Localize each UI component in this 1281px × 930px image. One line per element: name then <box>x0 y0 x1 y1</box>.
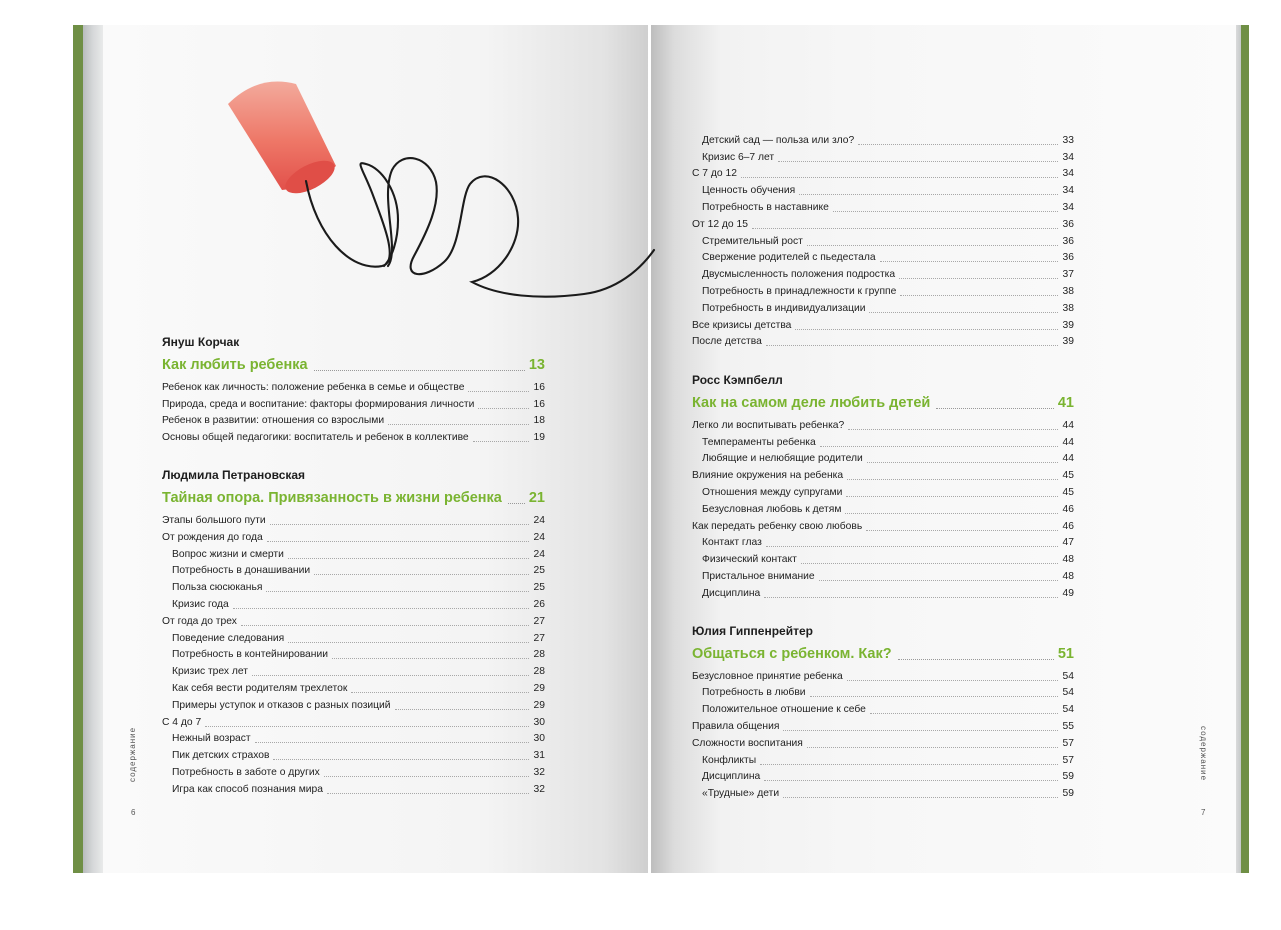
toc-entry <box>692 181 1074 198</box>
toc-entry-title: Примеры уступок и отказов с разных позиций <box>172 699 391 711</box>
toc-entry <box>692 215 1074 232</box>
paper-cup-icon <box>228 82 340 200</box>
toc-entry <box>162 412 545 429</box>
toc-entry <box>692 517 1074 534</box>
toc-entry-page-number: 38 <box>1062 302 1074 314</box>
toc-entry <box>692 198 1074 215</box>
toc-entry-page-number: 57 <box>1062 737 1074 749</box>
toc-entry-title: Ребенок в развитии: отношения со взрослыми <box>162 415 385 427</box>
dot-leader <box>473 441 529 442</box>
toc-entry <box>162 780 545 797</box>
toc-entry-title: Детский сад — польза или зло? <box>702 134 855 146</box>
toc-entry-page-number: 30 <box>533 716 545 728</box>
toc-entry-title: Все кризисы детства <box>692 319 792 331</box>
toc-entry <box>162 428 545 445</box>
toc-entry-page-number: 34 <box>1062 185 1074 197</box>
toc-entry-title: Нежный возраст <box>172 733 251 745</box>
toc-entry-title: С 7 до 12 <box>692 168 737 180</box>
toc-entry-page-number: 28 <box>533 666 545 678</box>
toc-section <box>162 334 545 445</box>
toc-entry-page-number: 54 <box>1062 704 1074 716</box>
toc-entry-title: Потребность в индивидуализации <box>702 302 866 314</box>
toc-entry-page-number: 36 <box>1062 235 1074 247</box>
toc-entry-page-number: 48 <box>1062 570 1074 582</box>
toc-entry-page-number: 46 <box>1062 503 1074 515</box>
toc-entry-page-number: 27 <box>533 615 545 627</box>
toc-entry <box>692 567 1074 584</box>
toc-entry-title: Потребность в контейнировании <box>172 649 328 661</box>
toc-entry-title: Дисциплина <box>702 587 761 599</box>
toc-section <box>162 467 545 797</box>
dot-leader <box>783 797 1058 798</box>
toc-entry <box>162 662 545 679</box>
toc-entry <box>692 249 1074 266</box>
toc-entry-page-number: 16 <box>533 398 545 410</box>
section-book-title <box>162 487 545 508</box>
toc-entry-page-number: 34 <box>1062 201 1074 213</box>
dot-leader <box>314 574 529 575</box>
toc-entry-page-number: 57 <box>1062 754 1074 766</box>
toc-entry <box>162 679 545 696</box>
toc-entry-page-number: 36 <box>1062 252 1074 264</box>
toc-entry-title: После детства <box>692 336 762 348</box>
toc-entry-title: Положительное отношение к себе <box>702 704 866 716</box>
left-page-toc <box>162 334 545 797</box>
dot-leader <box>869 312 1058 313</box>
toc-entry-title: Как себя вести родителям трехлеток <box>172 682 348 694</box>
toc-entry-page-number: 39 <box>1062 319 1074 331</box>
toc-entry-title: С 4 до 7 <box>162 716 202 728</box>
toc-entry-title: Пристальное внимание <box>702 570 815 582</box>
toc-entry-page-number: 44 <box>1062 436 1074 448</box>
toc-entry-page-number: 30 <box>533 733 545 745</box>
toc-entry <box>692 131 1074 148</box>
dot-leader <box>766 546 1058 547</box>
toc-entry <box>162 629 545 646</box>
toc-entry-title: От 12 до 15 <box>692 218 748 230</box>
toc-entry <box>162 545 545 562</box>
dot-leader <box>801 563 1058 564</box>
toc-entry-title: Легко ли воспитывать ребенка? <box>692 419 845 431</box>
toc-entry-title: Дисциплина <box>702 771 761 783</box>
dot-leader <box>870 713 1058 714</box>
dot-leader <box>866 530 1058 531</box>
dot-leader <box>820 446 1058 447</box>
toc-entry-title: Кризис трех лет <box>172 666 249 678</box>
dot-leader <box>847 680 1058 681</box>
toc-entry-page-number: 29 <box>533 699 545 711</box>
toc-entry-page-number: 32 <box>533 766 545 778</box>
book-title-page-number: 41 <box>1057 395 1074 411</box>
dot-leader <box>847 479 1058 480</box>
dot-leader <box>846 496 1058 497</box>
dot-leader <box>468 391 529 392</box>
toc-entry-page-number: 39 <box>1062 336 1074 348</box>
toc-entry <box>692 550 1074 567</box>
toc-entry-page-number: 37 <box>1062 269 1074 281</box>
section-book-title <box>692 392 1074 413</box>
right-page-toc <box>692 372 1074 801</box>
toc-entry <box>162 528 545 545</box>
toc-entry-page-number: 33 <box>1062 134 1074 146</box>
toc-entry <box>692 483 1074 500</box>
running-head-left: содержание <box>128 726 137 782</box>
toc-entry-page-number: 48 <box>1062 554 1074 566</box>
toc-entry-page-number: 36 <box>1062 218 1074 230</box>
toc-entry-title: Любящие и нелюбящие родители <box>702 453 863 465</box>
toc-entry-title: Отношения между супругами <box>702 486 843 498</box>
dot-leader <box>508 503 525 504</box>
toc-entry-title: Двусмысленность положения подростка <box>702 269 896 281</box>
toc-entry-title: Ребенок как личность: положение ребенка в семье и обществе <box>162 381 465 393</box>
dot-leader <box>807 747 1058 748</box>
toc-entry-page-number: 59 <box>1062 771 1074 783</box>
toc-entry-title: «Трудные» дети <box>702 788 780 800</box>
section-author: Росс Кэмпбелл <box>692 373 783 387</box>
toc-entry <box>162 763 545 780</box>
dot-leader <box>327 793 529 794</box>
toc-entry <box>692 265 1074 282</box>
toc-entry-page-number: 24 <box>533 548 545 560</box>
dot-leader <box>899 278 1058 279</box>
dot-leader <box>388 424 529 425</box>
toc-entry <box>692 584 1074 601</box>
toc-entry <box>692 500 1074 517</box>
toc-entry-title: Темпераменты ребенка <box>702 436 816 448</box>
dot-leader <box>848 429 1058 430</box>
dot-leader <box>233 608 529 609</box>
toc-entry <box>692 717 1074 734</box>
toc-entry <box>692 684 1074 701</box>
dot-leader <box>752 228 1058 229</box>
toc-entry-page-number: 16 <box>533 381 545 393</box>
book-title-text: Как на самом деле любить детей <box>692 395 931 411</box>
toc-entry <box>692 416 1074 433</box>
toc-entry-title: Безусловное принятие ребенка <box>692 670 843 682</box>
toc-entry-title: Кризис 6–7 лет <box>702 151 775 163</box>
dot-leader <box>288 558 529 559</box>
toc-section <box>692 623 1074 801</box>
toc-entry-page-number: 47 <box>1062 537 1074 549</box>
toc-entry-title: Потребность в принадлежности к группе <box>702 285 897 297</box>
toc-entry-title: Игра как способ познания мира <box>172 783 323 795</box>
toc-entry <box>162 395 545 412</box>
toc-entry <box>692 433 1074 450</box>
section-author: Януш Корчак <box>162 335 240 349</box>
toc-entry <box>692 148 1074 165</box>
toc-entry <box>692 282 1074 299</box>
toc-entry <box>692 316 1074 333</box>
toc-entry <box>692 700 1074 717</box>
toc-entry-title: Конфликты <box>702 754 757 766</box>
book-title-page-number: 51 <box>1057 645 1074 662</box>
toc-entry-page-number: 44 <box>1062 419 1074 431</box>
toc-entry <box>162 612 545 629</box>
toc-entry-page-number: 27 <box>533 632 545 644</box>
dot-leader <box>880 261 1058 262</box>
toc-entry-page-number: 45 <box>1062 486 1074 498</box>
dot-leader <box>900 295 1058 296</box>
toc-entry <box>162 646 545 663</box>
toc-entry-page-number: 34 <box>1062 168 1074 180</box>
toc-entry <box>162 578 545 595</box>
dot-leader <box>760 764 1058 765</box>
dot-leader <box>936 408 1054 409</box>
toc-entry-page-number: 32 <box>533 783 545 795</box>
toc-entry <box>692 165 1074 182</box>
dot-leader <box>241 625 529 626</box>
running-head-right: содержание <box>1199 726 1208 782</box>
dot-leader <box>807 245 1058 246</box>
toc-entry-page-number: 31 <box>533 750 545 762</box>
toc-entry-title: Потребность в заботе о других <box>172 766 320 778</box>
toc-entry-title: От рождения до года <box>162 531 263 543</box>
toc-entry-title: Правила общения <box>692 720 780 732</box>
toc-entry-page-number: 34 <box>1062 151 1074 163</box>
dot-leader <box>795 329 1058 330</box>
toc-entry <box>162 730 545 747</box>
dot-leader <box>351 692 529 693</box>
toc-entry <box>692 299 1074 316</box>
toc-entry-title: Влияние окружения на ребенка <box>692 470 844 482</box>
toc-entry-title: Как передать ребенку свою любовь <box>692 520 863 532</box>
toc-entry-page-number: 59 <box>1062 788 1074 800</box>
toc-entry <box>692 466 1074 483</box>
dot-leader <box>255 742 529 743</box>
toc-entry-title: Вопрос жизни и смерти <box>172 548 284 560</box>
dot-leader <box>267 541 529 542</box>
dot-leader <box>819 580 1058 581</box>
dot-leader <box>858 144 1058 145</box>
toc-entry-title: От года до трех <box>162 615 237 627</box>
toc-entry <box>692 751 1074 768</box>
dot-leader <box>867 462 1058 463</box>
toc-entry <box>692 232 1074 249</box>
book-title-text: Тайная опора. Привязанность в жизни ребенка <box>162 490 502 507</box>
toc-entry-title: Потребность в донашивании <box>172 565 311 577</box>
toc-entry <box>692 450 1074 467</box>
toc-entry <box>692 667 1074 684</box>
dot-leader <box>799 194 1058 195</box>
dot-leader <box>778 161 1058 162</box>
dot-leader <box>898 659 1054 660</box>
book-title-text: Общаться с ребенком. Как? <box>692 645 892 662</box>
toc-entry-title: Свержение родителей с пьедестала <box>702 252 876 264</box>
toc-entry-page-number: 49 <box>1062 587 1074 599</box>
toc-entry <box>692 784 1074 801</box>
toc-entry <box>162 696 545 713</box>
section-book-title <box>692 643 1074 664</box>
toc-entry <box>162 562 545 579</box>
toc-entry-page-number: 38 <box>1062 285 1074 297</box>
toc-entry-page-number: 18 <box>533 415 545 427</box>
dot-leader <box>395 709 529 710</box>
dot-leader <box>833 211 1058 212</box>
toc-entry <box>692 734 1074 751</box>
toc-entry-title: Потребность в наставнике <box>702 201 829 213</box>
dot-leader <box>273 759 529 760</box>
dot-leader <box>845 513 1058 514</box>
toc-entry <box>692 768 1074 785</box>
toc-entry-page-number: 24 <box>533 514 545 526</box>
toc-entry-title: Сложности воспитания <box>692 737 803 749</box>
book-title-page-number: 21 <box>528 490 545 507</box>
toc-entry-page-number: 25 <box>533 565 545 577</box>
toc-entry-page-number: 44 <box>1062 453 1074 465</box>
toc-entry-page-number: 45 <box>1062 470 1074 482</box>
toc-entry-title: Польза сюсюканья <box>172 582 263 594</box>
book-title-text: Как любить ребенка <box>162 357 308 373</box>
dot-leader <box>478 408 529 409</box>
section-author: Людмила Петрановская <box>162 468 306 483</box>
dot-leader <box>332 658 529 659</box>
right-page-toc-continued <box>692 131 1074 349</box>
toc-entry-title: Поведение следования <box>172 632 285 644</box>
dot-leader <box>810 696 1058 697</box>
toc-entry-page-number: 54 <box>1062 687 1074 699</box>
toc-entry-page-number: 29 <box>533 682 545 694</box>
page-number-left: 6 <box>131 808 136 817</box>
dot-leader <box>314 370 525 371</box>
dot-leader <box>766 345 1058 346</box>
toc-entry-title: Физический контакт <box>702 554 797 566</box>
dot-leader <box>205 726 529 727</box>
toc-entry-page-number: 55 <box>1062 720 1074 732</box>
book-title-page-number: 13 <box>528 357 545 373</box>
toc-entry-page-number: 28 <box>533 649 545 661</box>
toc-entry <box>692 333 1074 350</box>
section-book-title <box>162 354 545 375</box>
section-author: Юлия Гиппенрейтер <box>692 623 813 638</box>
toc-section <box>692 372 1074 601</box>
toc-entry <box>162 511 545 528</box>
toc-entry-page-number: 26 <box>533 598 545 610</box>
toc-entry-title: Природа, среда и воспитание: факторы формирования личности <box>162 398 475 410</box>
dot-leader <box>764 780 1058 781</box>
dot-leader <box>741 177 1058 178</box>
toc-entry-page-number: 24 <box>533 531 545 543</box>
toc-entry-title: Ценность обучения <box>702 185 796 197</box>
dot-leader <box>252 675 529 676</box>
toc-entry-page-number: 54 <box>1062 670 1074 682</box>
toc-entry-title: Пик детских страхов <box>172 750 270 762</box>
toc-entry-title: Потребность в любви <box>702 687 806 699</box>
dot-leader <box>266 591 529 592</box>
toc-entry <box>162 713 545 730</box>
toc-entry <box>692 534 1074 551</box>
dot-leader <box>324 776 529 777</box>
toc-entry-title: Кризис года <box>172 598 229 610</box>
toc-entry-title: Основы общей педагогики: воспитатель и ребенок в коллективе <box>162 432 469 444</box>
page-number-right: 7 <box>1201 808 1206 817</box>
dot-leader <box>783 730 1058 731</box>
toc-entry-page-number: 19 <box>533 432 545 444</box>
toc-entry-page-number: 25 <box>533 582 545 594</box>
dot-leader <box>270 524 529 525</box>
toc-entry <box>162 746 545 763</box>
toc-entry <box>162 378 545 395</box>
toc-entry <box>162 595 545 612</box>
string-line <box>306 158 654 297</box>
dot-leader <box>764 597 1058 598</box>
toc-entry-title: Этапы большого пути <box>162 514 266 526</box>
toc-entry-page-number: 46 <box>1062 520 1074 532</box>
toc-entry-title: Контакт глаз <box>702 537 762 549</box>
toc-entry-title: Стремительный рост <box>702 235 803 247</box>
dot-leader <box>288 642 529 643</box>
toc-entry-title: Безусловная любовь к детям <box>702 503 842 515</box>
